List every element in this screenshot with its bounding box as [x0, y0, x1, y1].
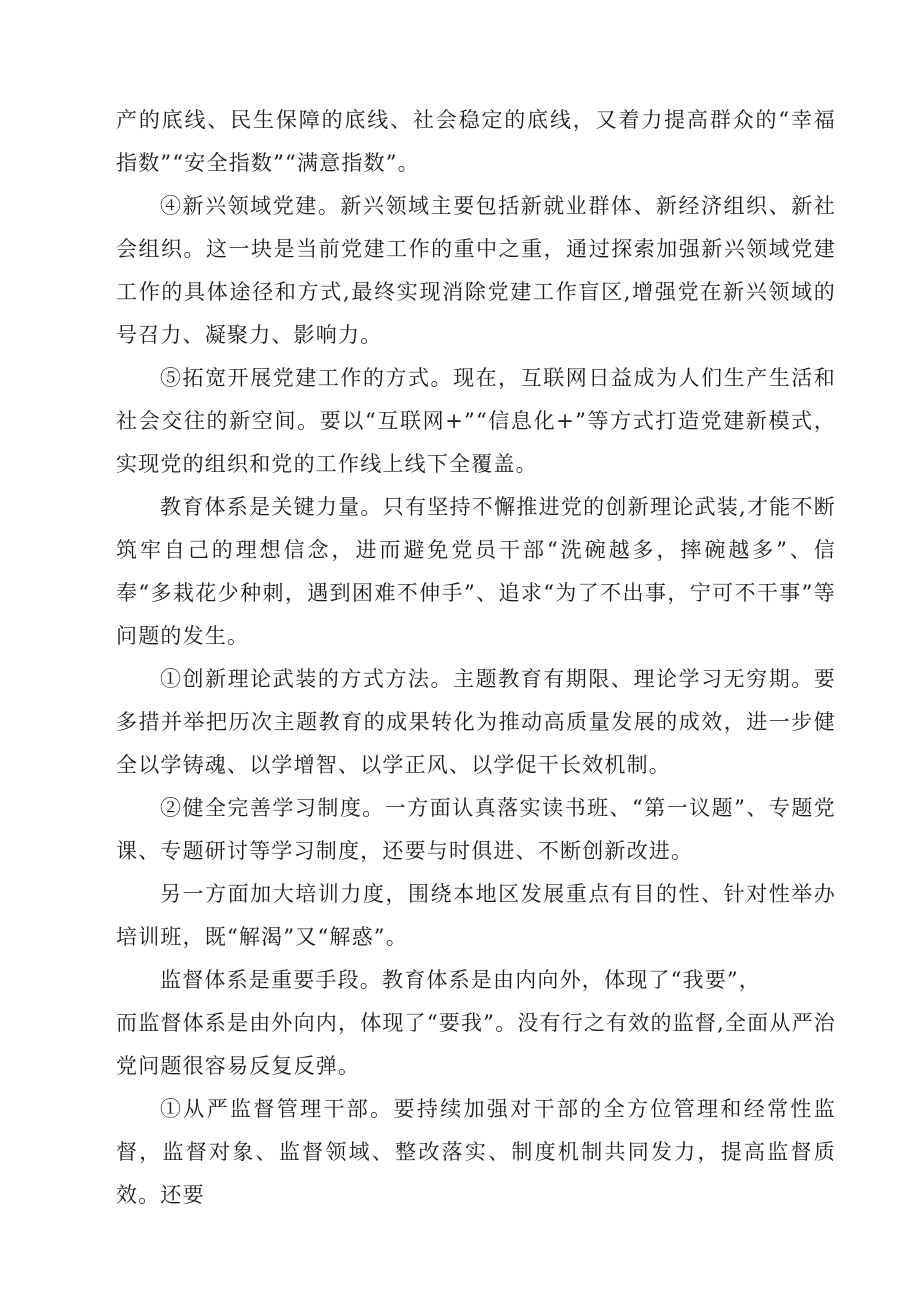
- paragraph-6: ②健全完善学习制度。一方面认真落实读书班、“第一议题”、专题党课、专题研讨等学习制度，还要与时俱进、不断创新改进。: [116, 796, 836, 863]
- paragraph-4: 教育体系是关键力量。只有坚持不懈推进党的创新理论武装,才能不断筑牢自己的理想信念，进而避免党员干部“洗碗越多，摔碗越多”、信奉“多栽花少种刺，遇到困难不伸手”、追求“为了不出事，宁可不干事”等问题的发生。: [116, 495, 836, 648]
- paragraph-10: ①从严监督管理干部。要持续加强对干部的全方位管理和经常性监督，监督对象、监督领域、整改落实、制度机制共同发力，提高监督质效。还要: [116, 1097, 836, 1207]
- document-body: [116, 99, 836, 1217]
- paragraph-7: 另一方面加大培训力度，围绕本地区发展重点有目的性、针对性举办培训班，既“解渴”又“解惑”。: [116, 882, 836, 949]
- paragraph-9: 而监督体系是由外向内，体现了“要我”。没有行之有效的监督,全面从严治党问题很容易反复反弹。: [116, 1011, 836, 1078]
- paragraph-8: 监督体系是重要手段。教育体系是由内向外，体现了“我要”，: [160, 968, 762, 992]
- paragraph-3: ⑤拓宽开展党建工作的方式。现在，互联网日益成为人们生产生活和社会交往的新空间。要以“互联网+”“信息化+”等方式打造党建新模式，实现党的组织和党的工作线上线下全覆盖。: [116, 366, 836, 476]
- paragraph-2: ④新兴领域党建。新兴领域主要包括新就业群体、新经济组织、新社会组织。这一块是当前党建工作的重中之重，通过探索加强新兴领域党建工作的具体途径和方式,最终实现消除党建工作盲区,增强党在新兴领域的号召力、凝聚力、影响力。: [116, 194, 836, 347]
- paragraph-5: ①创新理论武装的方式方法。主题教育有期限、理论学习无穷期。要多措并举把历次主题教育的成果转化为推动高质量发展的成效，进一步健全以学铸魂、以学增智、以学正风、以学促干长效机制。: [116, 667, 836, 777]
- paragraph-1: 产的底线、民生保障的底线、社会稳定的底线，又着力提高群众的“幸福指数”“安全指数”“满意指数”。: [116, 108, 836, 175]
